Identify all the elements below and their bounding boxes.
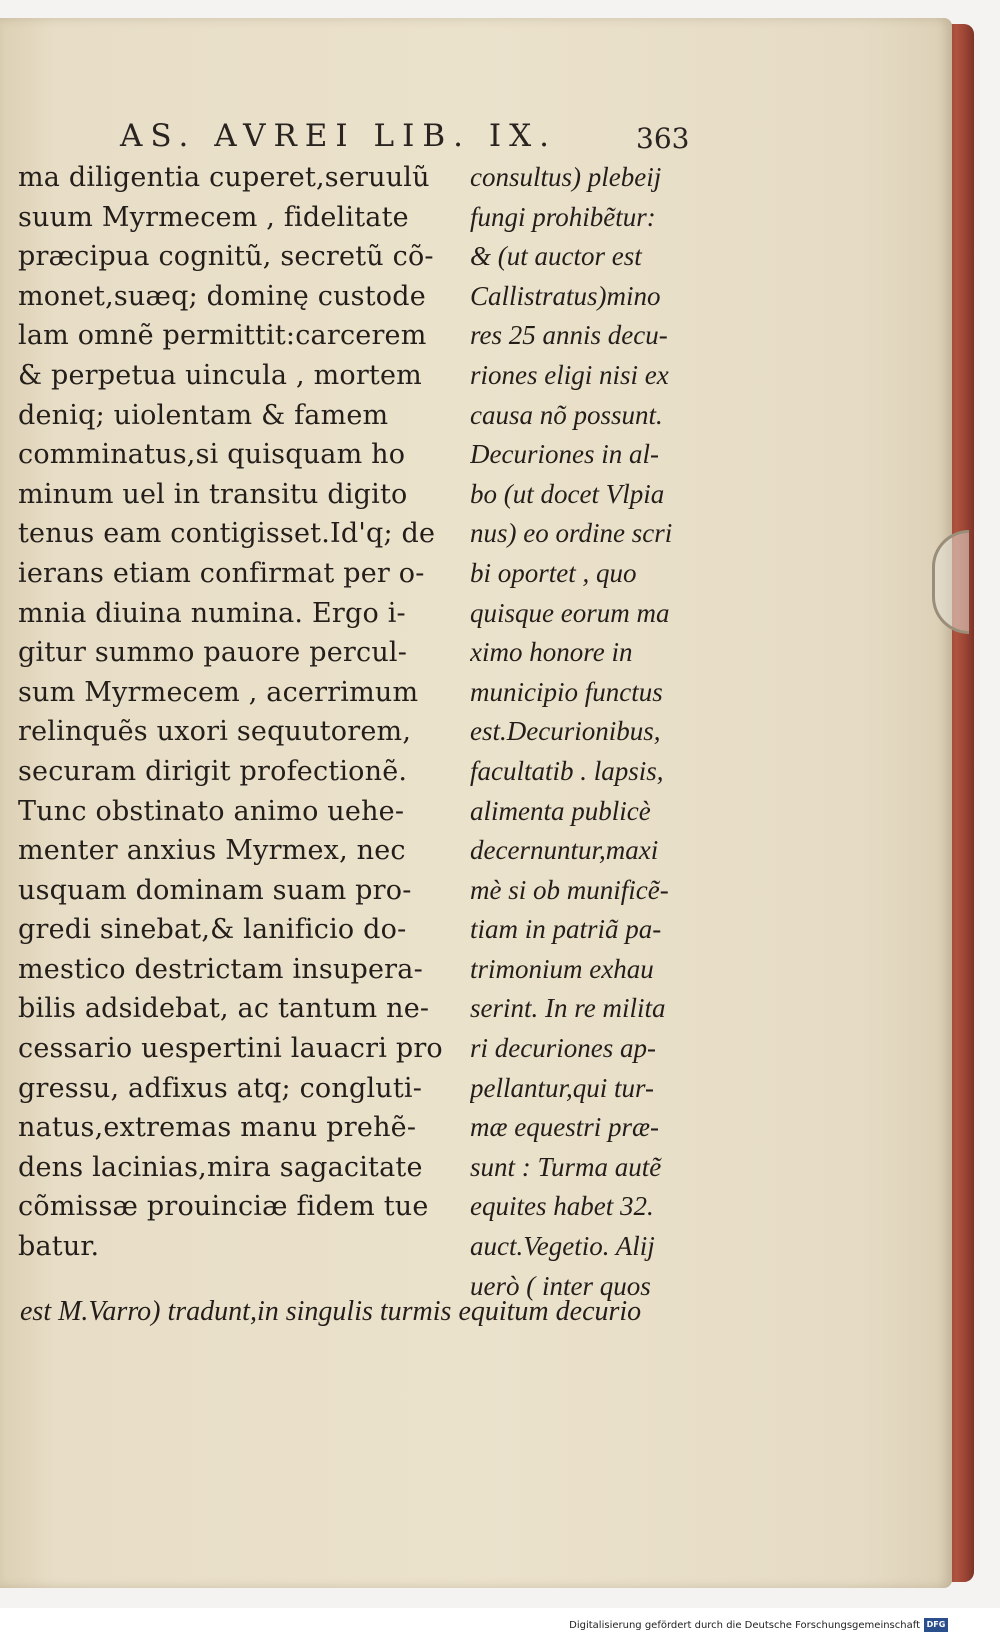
marginal-note-line: pellantur,qui tur- <box>470 1072 654 1103</box>
marginal-note-line: quisque eorum ma <box>470 597 670 628</box>
marginal-note-line: consultus) plebeij <box>470 162 662 192</box>
marginal-note-line: auct.Vegetio. Alij <box>470 1231 655 1262</box>
text-line: minum uel in transitu digito <box>18 478 408 510</box>
text-line: sum Myrmecem , acerrimum <box>18 676 419 708</box>
text-line: menter anxius Myrmex, nec <box>18 835 406 867</box>
text-line: relinquẽs uxori sequutorem, <box>18 716 412 748</box>
marginal-note-line: Decuriones in al- <box>470 439 659 470</box>
text-line: tenus eam contigisset.Id'q; de <box>18 518 436 550</box>
marginal-note-line: tiam in patriã pa- <box>470 914 662 945</box>
marginal-note-line: serint. In re milita <box>470 993 666 1024</box>
marginal-note-line: bi oportet , quo <box>470 557 637 588</box>
book-page <box>0 18 952 1588</box>
marginal-note-line: ri decuriones ap- <box>470 1033 656 1064</box>
dfg-logo-icon: DFG <box>924 1618 948 1632</box>
marginal-note-line: Callistratus)mino <box>470 280 661 311</box>
text-line: mnia diuina numina. Ergo i- <box>18 597 406 629</box>
text-line: deniq; uiolentam & famem <box>18 399 389 431</box>
text-line: præcipua cognitũ, secretũ cõ- <box>18 241 434 273</box>
marginal-note-line: mè si ob munificẽ- <box>470 874 669 905</box>
running-title: AS. AVREI LIB. IX. <box>120 118 558 154</box>
funding-credit: Digitalisierung gefördert durch die Deutsche Forschungsgemeinschaft <box>569 1620 920 1631</box>
text-line: cessario uespertini lauacri pro <box>18 1033 443 1065</box>
text-line: dens lacinias,mira sagacitate <box>18 1151 423 1183</box>
text-line: cõmissæ prouinciæ fidem tue <box>18 1191 429 1223</box>
text-line: comminatus,si quisquam ho <box>18 439 406 471</box>
marginal-note-line: uerò ( inter quos <box>470 1270 651 1301</box>
marginal-note-line: res 25 annis decu- <box>470 320 668 351</box>
marginal-note-line: ximo honore in <box>470 637 633 668</box>
text-line: monet,suæq; dominę custode <box>18 280 426 312</box>
marginal-note-line: riones eligi nisi ex <box>470 359 669 390</box>
marginal-note-line: bo (ut docet Vlpia <box>470 478 665 509</box>
marginal-note-line: causa nõ possunt. <box>470 399 663 430</box>
marginal-note-line: nus) eo ordine scri <box>470 518 673 549</box>
text-line: gressu, adfixus atq; congluti- <box>18 1072 423 1104</box>
marginal-note-line: facultatib . lapsis, <box>470 755 664 786</box>
text-line: usquam dominam suam pro- <box>18 874 412 906</box>
marginal-note-line: mæ equestri præ- <box>470 1112 659 1143</box>
marginal-note-continuation: est M.Varro) tradunt,in singulis turmis equitum decurio <box>20 1296 642 1327</box>
text-line: batur. <box>18 1231 100 1263</box>
text-line: ierans etiam confirmat per o- <box>18 557 425 589</box>
text-line: natus,extremas manu prehẽ- <box>18 1112 417 1144</box>
marginal-note-line: equites habet 32. <box>470 1191 654 1222</box>
text-line: gitur summo pauore percul- <box>18 637 408 669</box>
text-line: Tunc obstinato animo uehe- <box>18 795 405 827</box>
text-line: suum Myrmecem , fidelitate <box>18 201 409 233</box>
marginal-note-line: alimenta publicè <box>470 795 651 826</box>
text-line: gredi sinebat,& lanificio do- <box>18 914 407 946</box>
text-line: lam omnẽ permittit:carcerem <box>18 320 427 352</box>
marginal-note-line: est.Decurionibus, <box>470 716 661 747</box>
text-line: & perpetua uincula , mortem <box>18 359 422 391</box>
marginal-note-line: municipio functus <box>470 676 663 707</box>
marginal-note-line: sunt : Turma autẽ <box>470 1151 662 1182</box>
page-number: 363 <box>636 122 690 155</box>
footer-bar <box>0 1608 1000 1642</box>
marginal-notes-column <box>470 158 705 1306</box>
page-clip <box>932 530 969 634</box>
marginal-note-line: trimonium exhau <box>470 953 654 984</box>
text-line: bilis adsidebat, ac tantum ne- <box>18 993 430 1025</box>
marginal-note-line: fungi prohibẽtur: <box>470 201 656 232</box>
main-text-column <box>18 158 448 1267</box>
text-line: mestico destrictam insupera- <box>18 953 423 985</box>
marginal-note-line: decernuntur,maxi <box>470 835 659 866</box>
text-line: securam dirigit profectionẽ. <box>18 755 408 787</box>
text-line: ma diligentia cuperet,seruulũ <box>18 162 430 193</box>
marginal-note-line: & (ut auctor est <box>470 241 642 272</box>
